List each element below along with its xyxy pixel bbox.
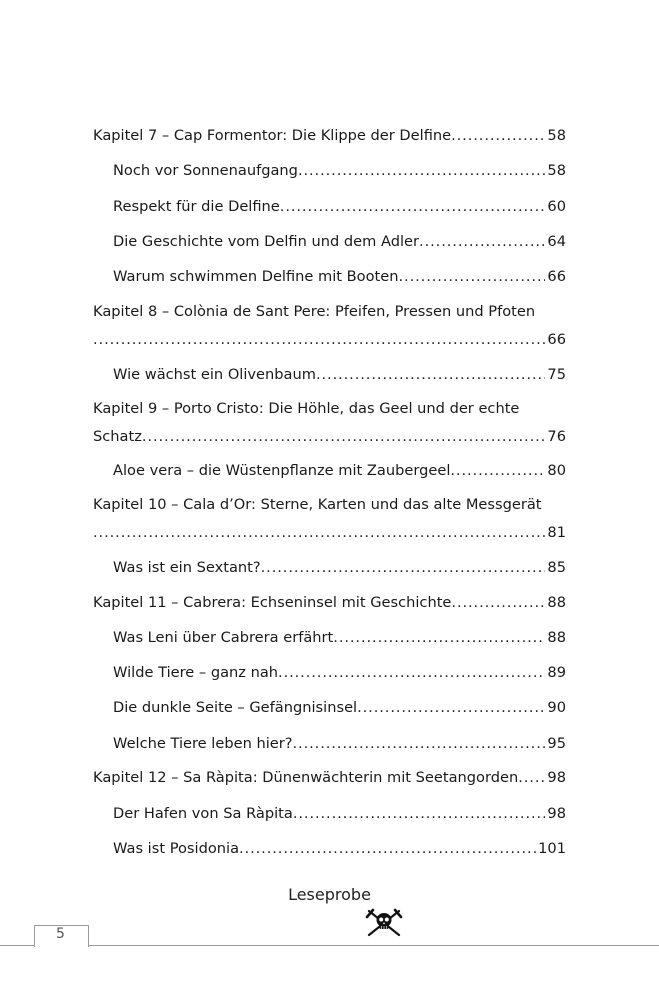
toc-entry-title: Kapitel 9 – Porto Cristo: Die Höhle, das Geel und der echte — [93, 400, 520, 417]
toc-entry-chapter-9-title — [93, 398, 566, 420]
toc-entry-page: 80 — [547, 462, 566, 479]
toc-entry-page: 58 — [547, 127, 566, 144]
toc-entry-chapter-8-title — [93, 301, 566, 323]
toc-leader-dots — [298, 160, 545, 182]
toc-leader-dots — [280, 196, 546, 218]
toc-entry-page: 88 — [547, 629, 566, 646]
toc-entry-title: Noch vor Sonnenaufgang — [113, 162, 298, 179]
toc-entry-page: 66 — [547, 268, 566, 285]
toc-entry-page: 85 — [547, 559, 566, 576]
toc-entry-chapter-9-continued — [93, 426, 566, 448]
toc-entry-page: 64 — [547, 233, 566, 250]
toc-entry-title: Kapitel 10 – Cala d’Or: Sterne, Karten und das alte Messgerät — [93, 496, 542, 513]
toc-entry-page: 58 — [547, 162, 566, 179]
toc-entry-title: Was ist ein Sextant? — [113, 559, 261, 576]
toc-entry-section — [113, 803, 566, 825]
toc-entry-title: Die dunkle Seite – Gefängnisinsel — [113, 699, 358, 716]
toc-entry-title: Schatz — [93, 428, 142, 445]
toc-entry-title: Was ist Posidonia — [113, 840, 240, 857]
toc-entry-title: Wilde Tiere – ganz nah — [113, 664, 279, 681]
toc-entry-section — [113, 196, 566, 218]
toc-entry-title: Respekt für die Delfine — [113, 198, 280, 215]
toc-leader-dots — [293, 733, 546, 755]
toc-entry-section — [113, 231, 566, 253]
toc-entry-section — [113, 838, 566, 860]
toc-entry-section — [113, 160, 566, 182]
toc-entry-title: Warum schwimmen Delfine mit Booten — [113, 268, 399, 285]
toc-entry-page: 98 — [547, 769, 566, 786]
toc-entry-page: 81 — [547, 524, 566, 541]
toc-entry-chapter-11 — [93, 592, 566, 614]
toc-entry-section — [113, 733, 566, 755]
toc-entry-section — [113, 460, 566, 482]
toc-entry-page: 75 — [547, 366, 566, 383]
toc-leader-dots — [451, 125, 545, 147]
toc-entry-title: Kapitel 7 – Cap Formentor: Die Klippe der Delfine — [93, 127, 452, 144]
toc-leader-dots — [142, 426, 546, 448]
page-number: 5 — [56, 926, 65, 942]
toc-leader-dots — [278, 662, 545, 684]
toc-leader-dots — [316, 364, 545, 386]
toc-entry-section — [113, 662, 566, 684]
toc-entry-chapter-10-leader — [93, 522, 566, 544]
toc-leader-dots — [93, 329, 545, 351]
toc-entry-page: 89 — [547, 664, 566, 681]
toc-entry-section — [113, 557, 566, 579]
toc-leader-dots — [451, 592, 545, 614]
toc-entry-section — [113, 627, 566, 649]
toc-entry-page: 60 — [547, 198, 566, 215]
toc-entry-page: 101 — [538, 840, 566, 857]
toc-leader-dots — [333, 627, 545, 649]
toc-entry-title: Kapitel 8 – Colònia de Sant Pere: Pfeifen, Pressen und Pfoten — [93, 303, 536, 320]
toc-entry-chapter-8-leader — [93, 329, 566, 351]
toc-leader-dots — [93, 522, 545, 544]
toc-entry-title: Kapitel 12 – Sa Ràpita: Dünenwächterin mit Seetangorden — [93, 769, 519, 786]
toc-leader-dots — [239, 838, 536, 860]
toc-entry-section — [113, 364, 566, 386]
toc-entry-title: Was Leni über Cabrera erfährt — [113, 629, 334, 646]
toc-leader-dots — [357, 697, 545, 719]
toc-leader-dots — [518, 767, 545, 789]
skull-crossed-swords-icon — [365, 908, 403, 940]
toc-entry-page: 98 — [547, 805, 566, 822]
toc-leader-dots — [419, 231, 545, 253]
toc-entry-section — [113, 697, 566, 719]
toc-leader-dots — [450, 460, 545, 482]
toc-entry-title: Welche Tiere leben hier? — [113, 735, 293, 752]
toc-leader-dots — [261, 557, 546, 579]
toc-entry-title: Wie wächst ein Olivenbaum — [113, 366, 316, 383]
toc-entry-page: 88 — [547, 594, 566, 611]
toc-entry-page: 76 — [547, 428, 566, 445]
toc-entry-title: Der Hafen von Sa Ràpita — [113, 805, 293, 822]
toc-entry-page: 95 — [547, 735, 566, 752]
toc-entry-page: 66 — [547, 331, 566, 348]
toc-entry-title: Kapitel 11 – Cabrera: Echseninsel mit Geschichte — [93, 594, 452, 611]
footer-rule — [0, 945, 659, 946]
toc-leader-dots — [293, 803, 546, 825]
toc-entry-page: 90 — [547, 699, 566, 716]
toc-entry-section — [113, 266, 566, 288]
toc-entry-title: Die Geschichte vom Delfin und dem Adler — [113, 233, 420, 250]
footer-label: Leseprobe — [288, 885, 371, 904]
toc-entry-chapter-12 — [93, 767, 566, 789]
toc-entry-chapter-7 — [93, 125, 566, 147]
toc-entry-title: Aloe vera – die Wüstenpflanze mit Zaubergeel — [113, 462, 451, 479]
toc-leader-dots — [399, 266, 546, 288]
toc-entry-chapter-10-title — [93, 494, 566, 516]
